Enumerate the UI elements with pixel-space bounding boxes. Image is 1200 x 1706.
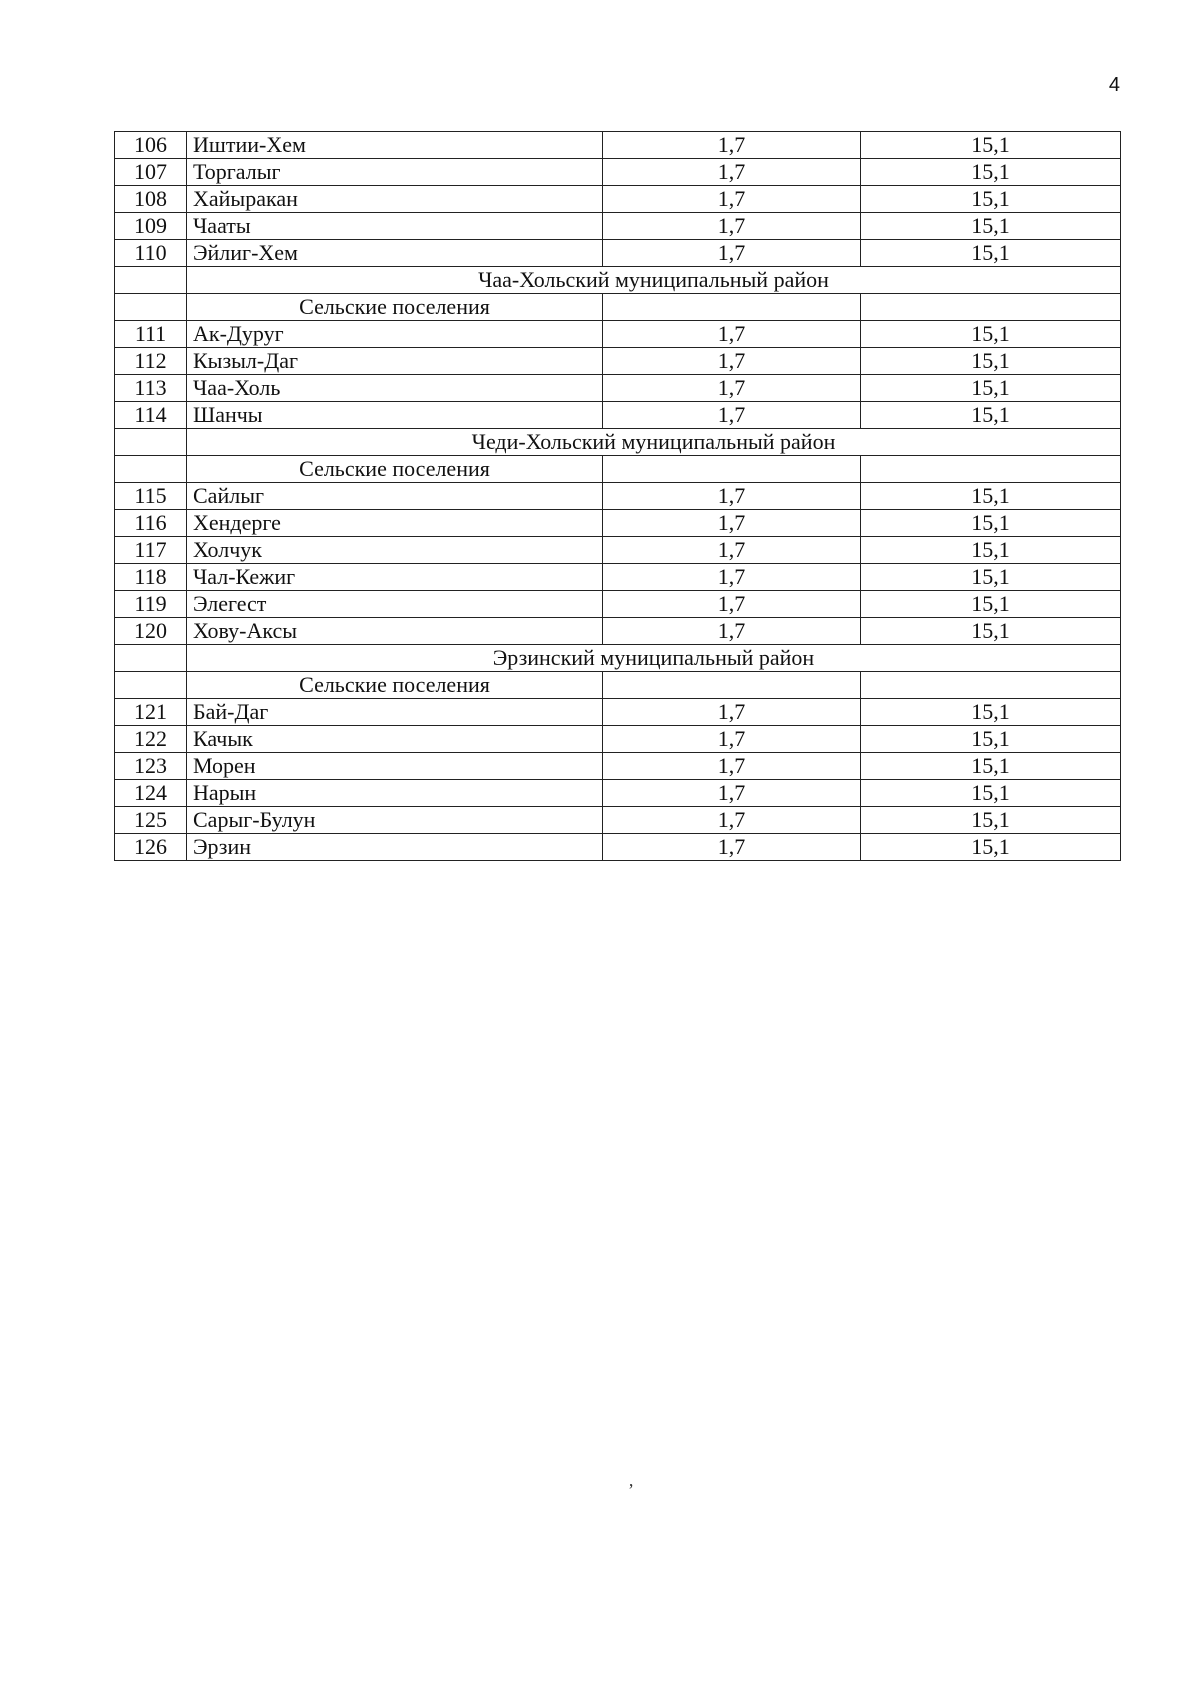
value-1-cell: 1,7 [603,375,861,402]
table-row [115,240,1121,267]
stray-mark: ’ [628,1480,634,1500]
value-2-cell: 15,1 [861,186,1121,213]
district-header-row [115,429,1121,456]
district-header-row [115,267,1121,294]
district-title: Эрзинский муниципальный район [187,645,1121,672]
row-number-cell: 109 [115,213,187,240]
settlement-name-cell: Сайлыг [187,483,603,510]
settlement-name-cell: Эрзин [187,834,603,861]
value-1-cell: 1,7 [603,780,861,807]
settlement-name-cell: Элегест [187,591,603,618]
row-number-cell: 123 [115,753,187,780]
value-1-cell: 1,7 [603,699,861,726]
subheader-row [115,456,1121,483]
table-row [115,564,1121,591]
row-number-cell: 124 [115,780,187,807]
row-number-cell: 120 [115,618,187,645]
subheader-label: Сельские поселения [187,672,603,699]
value-1-cell: 1,7 [603,618,861,645]
table-row [115,510,1121,537]
page-number: 4 [1108,74,1120,96]
row-number-cell: 126 [115,834,187,861]
settlement-name-cell: Эйлиг-Хем [187,240,603,267]
value-1-cell: 1,7 [603,213,861,240]
table-row [115,780,1121,807]
settlement-name-cell: Хендерге [187,510,603,537]
row-number-cell: 114 [115,402,187,429]
row-number-cell: 115 [115,483,187,510]
row-number-cell: 112 [115,348,187,375]
settlement-name-cell: Качык [187,726,603,753]
value-2-cell: 15,1 [861,375,1121,402]
table-row [115,699,1121,726]
district-title: Чаа-Хольский муниципальный район [187,267,1121,294]
table-row [115,537,1121,564]
subheader-row [115,294,1121,321]
value-1-cell: 1,7 [603,240,861,267]
table-row [115,159,1121,186]
settlement-name-cell: Иштии-Хем [187,132,603,159]
value-1-cell: 1,7 [603,159,861,186]
settlements-table [114,131,1121,861]
empty-value-2-cell [861,294,1121,321]
row-number-cell: 106 [115,132,187,159]
settlement-name-cell: Холчук [187,537,603,564]
district-header-row [115,645,1121,672]
district-title: Чеди-Хольский муниципальный район [187,429,1121,456]
row-number-cell: 125 [115,807,187,834]
value-2-cell: 15,1 [861,240,1121,267]
empty-value-2-cell [861,456,1121,483]
value-2-cell: 15,1 [861,834,1121,861]
value-2-cell: 15,1 [861,213,1121,240]
table-body [115,132,1121,861]
value-2-cell: 15,1 [861,726,1121,753]
value-1-cell: 1,7 [603,591,861,618]
table-row [115,618,1121,645]
subheader-label: Сельские поселения [187,456,603,483]
empty-value-1-cell [603,294,861,321]
value-1-cell: 1,7 [603,807,861,834]
empty-value-1-cell [603,672,861,699]
value-2-cell: 15,1 [861,402,1121,429]
table-row [115,753,1121,780]
value-1-cell: 1,7 [603,186,861,213]
settlement-name-cell: Нарын [187,780,603,807]
table-row [115,132,1121,159]
row-number-cell: 118 [115,564,187,591]
value-2-cell: 15,1 [861,510,1121,537]
value-1-cell: 1,7 [603,348,861,375]
value-2-cell: 15,1 [861,753,1121,780]
settlement-name-cell: Торгалыг [187,159,603,186]
value-1-cell: 1,7 [603,402,861,429]
value-2-cell: 15,1 [861,780,1121,807]
row-number-cell: 110 [115,240,187,267]
value-2-cell: 15,1 [861,618,1121,645]
value-2-cell: 15,1 [861,483,1121,510]
value-1-cell: 1,7 [603,483,861,510]
table-row [115,726,1121,753]
settlement-name-cell: Чал-Кежиг [187,564,603,591]
table-row [115,834,1121,861]
row-number-cell: 107 [115,159,187,186]
empty-value-2-cell [861,672,1121,699]
row-number-cell: 113 [115,375,187,402]
settlement-name-cell: Бай-Даг [187,699,603,726]
table-row [115,375,1121,402]
settlement-name-cell: Хову-Аксы [187,618,603,645]
table-row [115,483,1121,510]
table-row [115,807,1121,834]
row-number-cell: 122 [115,726,187,753]
value-1-cell: 1,7 [603,726,861,753]
value-2-cell: 15,1 [861,537,1121,564]
value-2-cell: 15,1 [861,159,1121,186]
row-number-cell: 108 [115,186,187,213]
settlement-name-cell: Хайыракан [187,186,603,213]
settlement-name-cell: Сарыг-Булун [187,807,603,834]
table-row [115,348,1121,375]
empty-number-cell [115,456,187,483]
row-number-cell: 111 [115,321,187,348]
subheader-row [115,672,1121,699]
empty-number-cell [115,672,187,699]
empty-number-cell [115,267,187,294]
value-2-cell: 15,1 [861,699,1121,726]
settlement-name-cell: Шанчы [187,402,603,429]
table-row [115,213,1121,240]
row-number-cell: 119 [115,591,187,618]
row-number-cell: 121 [115,699,187,726]
value-1-cell: 1,7 [603,834,861,861]
value-2-cell: 15,1 [861,564,1121,591]
table-row [115,321,1121,348]
row-number-cell: 116 [115,510,187,537]
value-1-cell: 1,7 [603,321,861,348]
value-1-cell: 1,7 [603,753,861,780]
settlement-name-cell: Морен [187,753,603,780]
value-2-cell: 15,1 [861,591,1121,618]
subheader-label: Сельские поселения [187,294,603,321]
table-row [115,402,1121,429]
empty-number-cell [115,429,187,456]
table-row [115,591,1121,618]
table-row [115,186,1121,213]
value-2-cell: 15,1 [861,348,1121,375]
settlement-name-cell: Чаа-Холь [187,375,603,402]
settlement-name-cell: Кызыл-Даг [187,348,603,375]
value-2-cell: 15,1 [861,132,1121,159]
value-2-cell: 15,1 [861,807,1121,834]
empty-number-cell [115,294,187,321]
row-number-cell: 117 [115,537,187,564]
value-1-cell: 1,7 [603,510,861,537]
empty-value-1-cell [603,456,861,483]
value-1-cell: 1,7 [603,564,861,591]
settlement-name-cell: Ак-Дуруг [187,321,603,348]
empty-number-cell [115,645,187,672]
value-2-cell: 15,1 [861,321,1121,348]
value-1-cell: 1,7 [603,537,861,564]
settlement-name-cell: Чааты [187,213,603,240]
value-1-cell: 1,7 [603,132,861,159]
